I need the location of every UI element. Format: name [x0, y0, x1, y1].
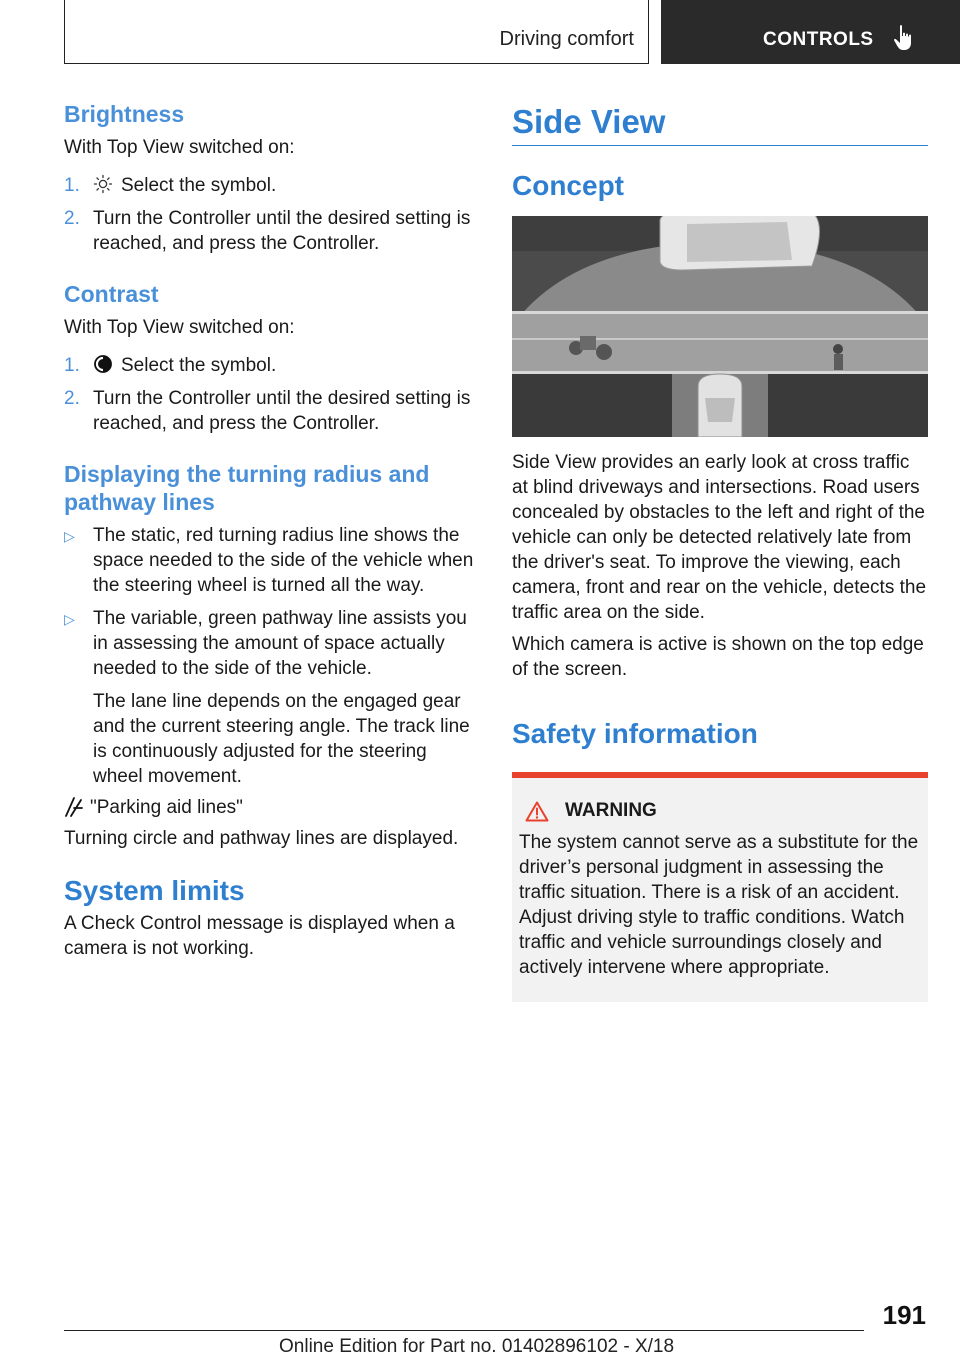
bullet-item	[64, 523, 480, 598]
bullet-item	[64, 606, 480, 681]
brightness-step-1	[64, 173, 480, 198]
system-limits-heading: System limits	[64, 875, 245, 906]
safety-heading: Safety information	[512, 718, 758, 749]
bullet-triangle-icon: ▷	[64, 528, 75, 544]
step-text: Select the symbol.	[121, 355, 277, 376]
title-rule	[512, 145, 928, 146]
contrast-heading: Contrast	[64, 281, 159, 307]
contrast-icon	[93, 354, 113, 374]
contrast-intro: With Top View switched on:	[64, 317, 295, 338]
parking-aid-menu-line	[64, 795, 480, 820]
header-section-title: Driving comfort	[499, 28, 634, 50]
brightness-step-2	[64, 206, 480, 256]
step-text: Turn the Controller until the desired setting is reached, and press the Controller.	[93, 388, 471, 434]
footer-rule	[64, 1330, 864, 1331]
parking-aid-lines-label: "Parking aid lines"	[90, 797, 243, 818]
bullet-followup-text: The lane line depends on the engaged gear and the current steering angle. The track line is continuously adjusted for the steering wheel movement.	[93, 691, 470, 787]
side-view-illustration	[512, 216, 928, 437]
warning-text: The system cannot serve as a substitute for the driver’s personal judgment in assessing the traffic situation. There is a risk of an accident. Adjust driving style to traffic conditions. Watch traffic and vehicle surroundings closely and actively intervene where appropriate.	[519, 832, 919, 978]
brightness-heading: Brightness	[64, 101, 185, 127]
header-chapter-title: CONTROLS	[763, 29, 874, 50]
bullet-text: The variable, green pathway line assists you in assessing the amount of space actually needed to the side of the vehicle.	[93, 608, 467, 679]
bullet-triangle-icon: ▷	[64, 611, 75, 627]
warning-label: WARNING	[565, 800, 657, 821]
right-column	[512, 100, 928, 1002]
concept-paragraph-1: Side View provides an early look at cross traffic at blind driveways and intersections. Road users concealed by obstacles to the left and right of the vehicle can only be detected relatively late from the driver's seat. To improve the viewing, each camera, front and rear on the vehicle, detects the traffic area on the side.	[512, 452, 927, 623]
parking-aid-lines-icon	[64, 796, 84, 818]
step-number: 2.	[64, 208, 80, 229]
footer-edition: Online Edition for Part no. 01402896102 - X/18	[279, 1336, 675, 1357]
header-chapter-tab	[661, 0, 960, 64]
parking-aid-result: Turning circle and pathway lines are displayed.	[64, 828, 459, 849]
header-section-box	[64, 0, 649, 64]
step-text: Select the symbol.	[121, 175, 277, 196]
warning-title	[519, 800, 921, 822]
step-number: 1.	[64, 355, 80, 376]
step-text: Turn the Controller until the desired setting is reached, and press the Controller.	[93, 208, 471, 254]
page-number: 191	[882, 1300, 926, 1330]
pointing-hand-icon	[893, 24, 915, 52]
step-number: 2.	[64, 388, 80, 409]
side-view-title: Side View	[512, 103, 666, 140]
system-limits-text: A Check Control message is displayed when a camera is not working.	[64, 913, 455, 959]
contrast-step-2	[64, 386, 480, 436]
step-number: 1.	[64, 175, 80, 196]
contrast-step-1	[64, 353, 480, 378]
brightness-sun-icon	[93, 174, 113, 194]
brightness-intro: With Top View switched on:	[64, 137, 295, 158]
concept-paragraph-2: Which camera is active is shown on the top edge of the screen.	[512, 634, 924, 680]
warning-triangle-icon	[525, 801, 549, 822]
warning-box	[512, 772, 928, 1002]
bullet-text: The static, red turning radius line shows the space needed to the side of the vehicle when the steering wheel is turned all the way.	[93, 525, 474, 596]
concept-heading: Concept	[512, 170, 624, 201]
turning-radius-heading: Displaying the turning radius and pathway lines	[64, 461, 430, 515]
left-column	[64, 100, 480, 961]
